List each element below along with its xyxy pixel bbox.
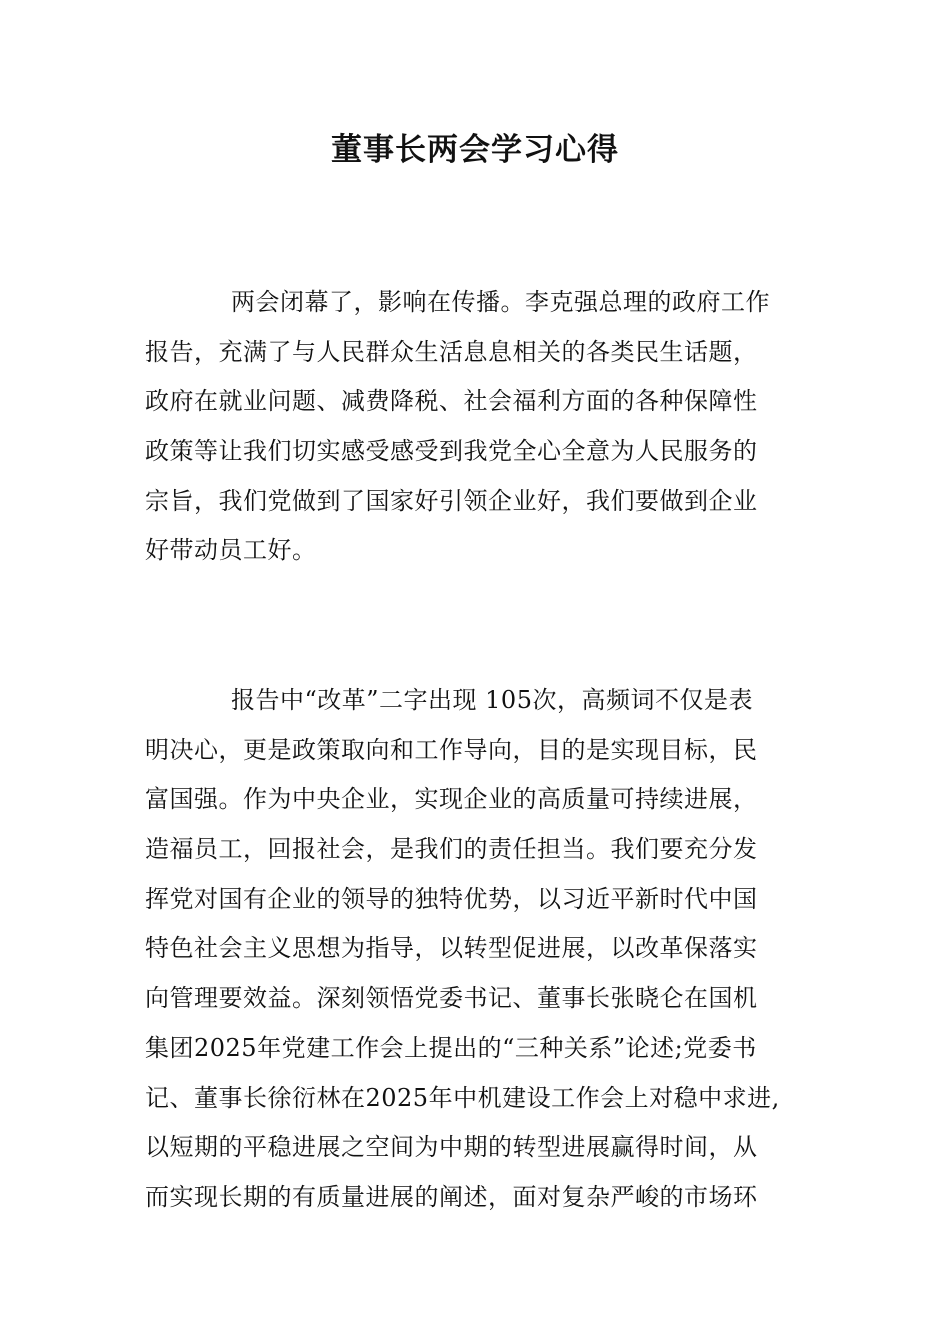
paragraph-line: 报告中“改革”二字出现 105次，高频词不仅是表 <box>231 686 753 714</box>
paragraph-line: 记、董事长徐衍林在2025年中机建设工作会上对稳中求进, <box>145 1083 780 1112</box>
paragraph-line: 富国强。作为中央企业，实现企业的高质量可持续进展， <box>145 785 758 814</box>
paragraph-1 <box>145 278 825 576</box>
paragraph-line: 挥党对国有企业的领导的独特优势，以习近平新时代中国 <box>145 884 758 913</box>
paragraph-line: 以短期的平稳进展之空间为中期的转型进展赢得时间，从 <box>145 1133 758 1162</box>
paragraph-line: 好带动员工好。 <box>145 536 317 565</box>
paragraph-line: 两会闭幕了，影响在传播。李克强总理的政府工作 <box>231 288 770 316</box>
paragraph-line: 宗旨，我们党做到了国家好引领企业好，我们要做到企业 <box>145 486 758 515</box>
document-title: 董事长两会学习心得 <box>331 132 619 168</box>
paragraph-2 <box>145 676 825 1223</box>
paragraph-line: 特色社会主义思想为指导，以转型促进展，以改革保落实 <box>145 934 758 963</box>
paragraph-line: 政府在就业问题、减费降税、社会福利方面的各种保障性 <box>145 387 758 416</box>
paragraph-line: 向管理要效益。深刻领悟党委书记、董事长张晓仑在国机 <box>145 984 758 1013</box>
paragraph-line: 政策等让我们切实感受感受到我党全心全意为人民服务的 <box>145 437 758 466</box>
paragraph-line: 集团2025年党建工作会上提出的“三种关系”论述;党委书 <box>145 1033 757 1062</box>
paragraph-line: 造福员工，回报社会，是我们的责任担当。我们要充分发 <box>145 835 758 864</box>
paragraph-line: 报告，充满了与人民群众生活息息相关的各类民生话题， <box>145 337 758 366</box>
paragraph-line: 明决心，更是政策取向和工作导向，目的是实现目标，民 <box>145 735 758 764</box>
paragraph-line: 而实现长期的有质量进展的阐述，面对复杂严峻的市场环 <box>145 1182 758 1211</box>
